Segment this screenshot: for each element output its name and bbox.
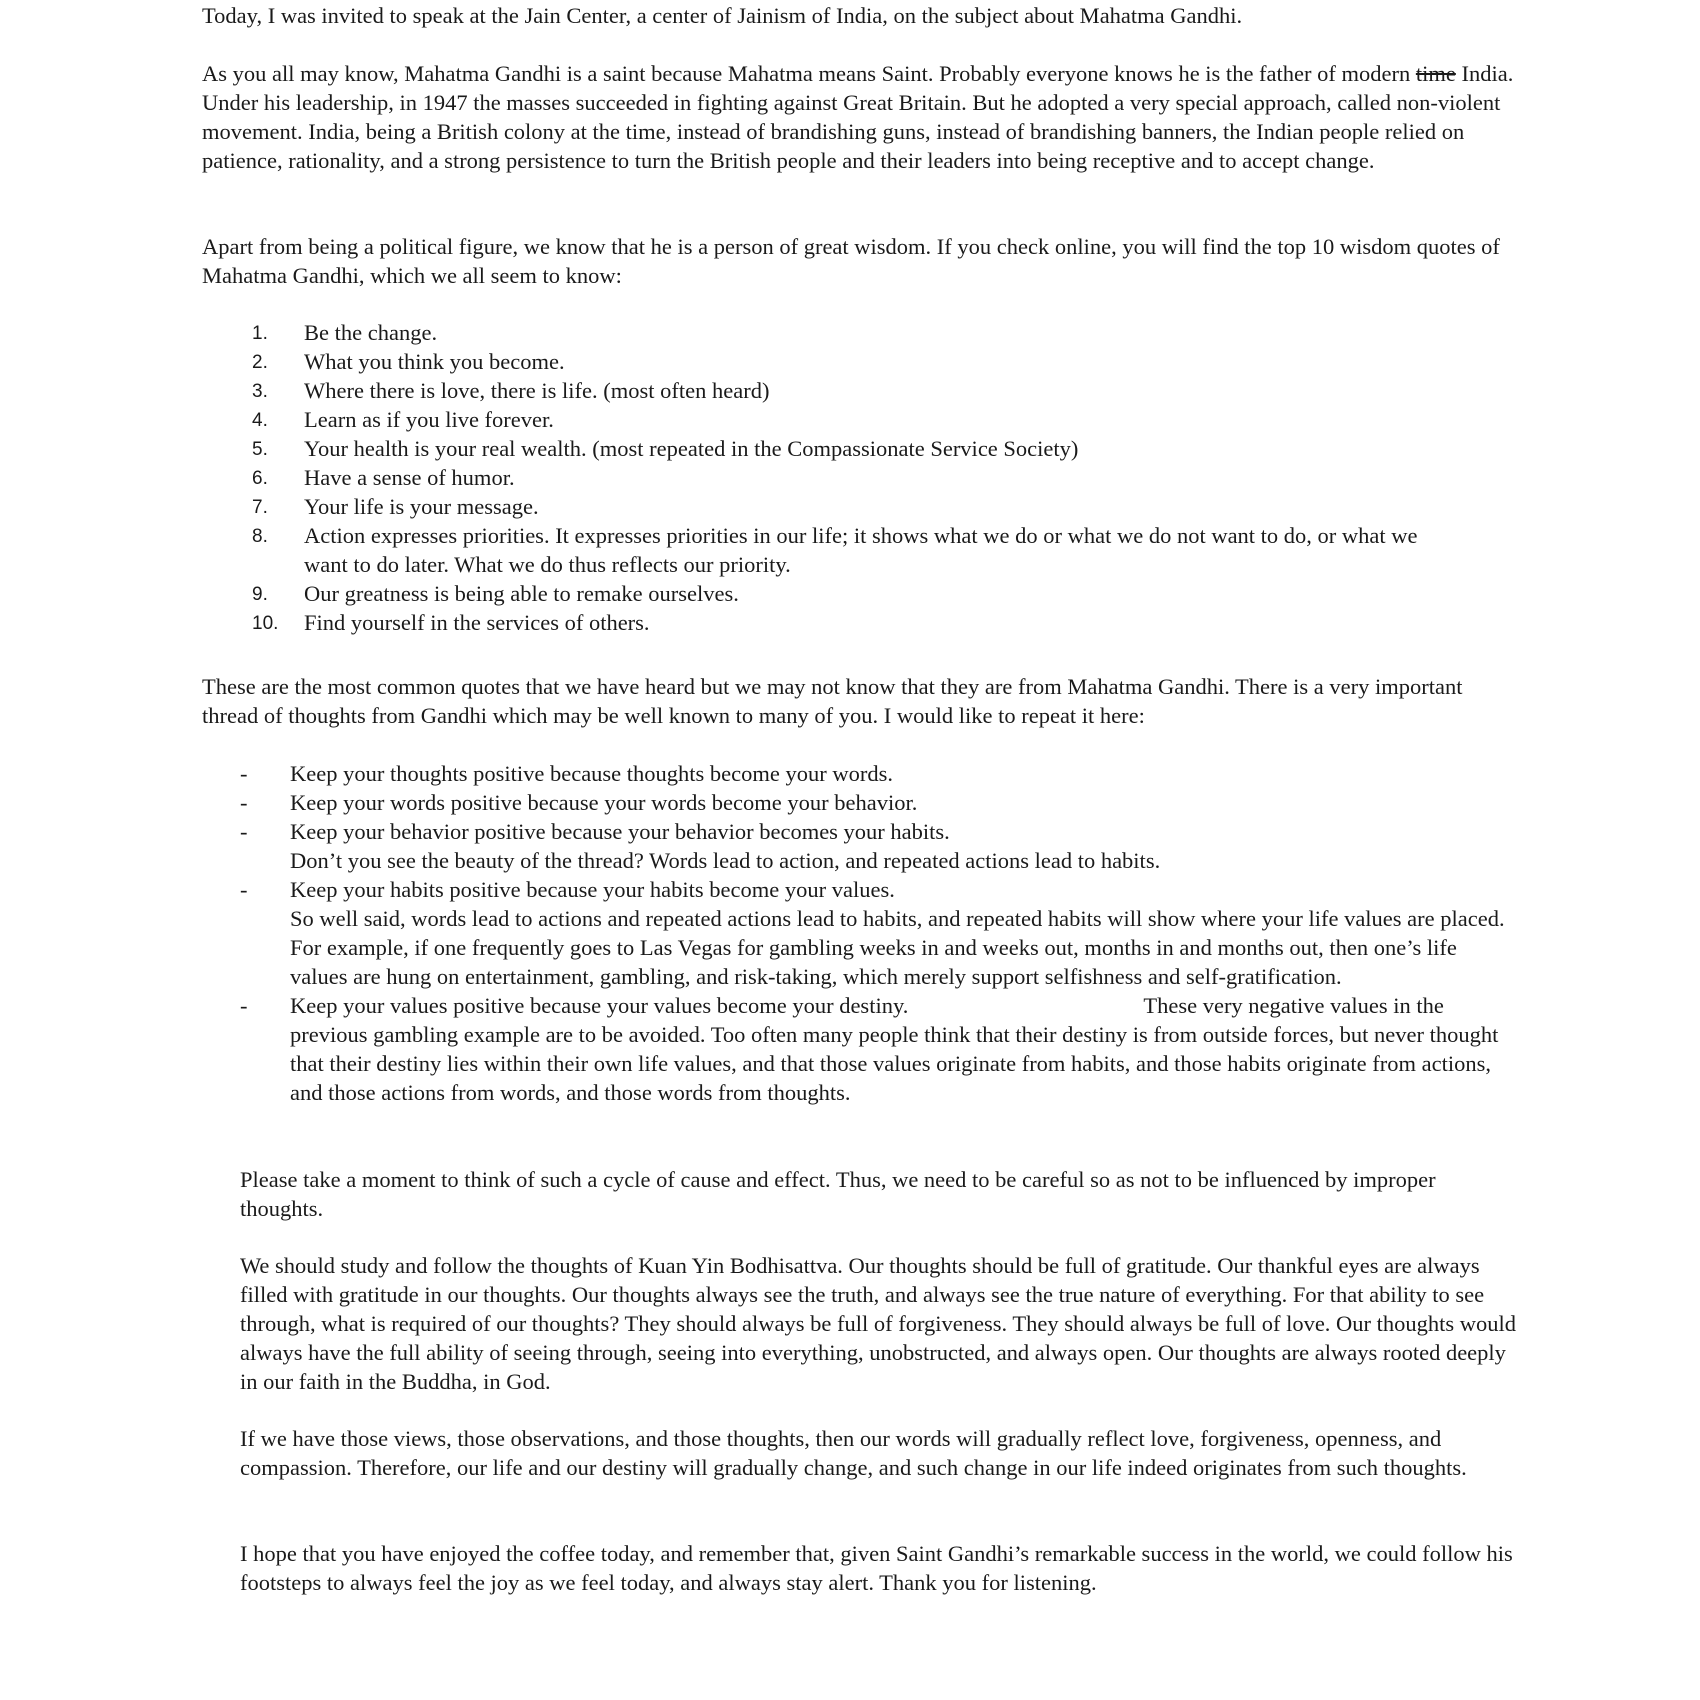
list-item <box>202 376 1439 405</box>
thread-note: These very negative values in the previous gambling example are to be avoided. Too often many people think that their destiny is from outside forces, but never thought that their destiny lies within their own life values, and that those values originate from habits, and those habits originate from actions, and those actions from words, and those words from thoughts. <box>290 993 1499 1105</box>
list-number: 10. <box>252 613 279 634</box>
paragraph-text-start: As you all may know, Mahatma Gandhi is a saint because Mahatma means Saint. Probably everyone knows he is the father of modern <box>202 61 1416 86</box>
thread-text: Keep your words positive because your words become your behavior. <box>290 790 918 815</box>
list-number: 1. <box>252 323 268 344</box>
wisdom-intro-paragraph: Apart from being a political figure, we know that he is a person of great wisdom. If you check online, you will find the top 10 wisdom quotes of Mahatma Gandhi, which we all seem to know: <box>202 234 1500 288</box>
cause-effect-paragraph: Please take a moment to think of such a cycle of cause and effect. Thus, we need to be careful so as not to be influenced by improper thoughts. <box>240 1167 1436 1221</box>
list-item <box>202 817 1517 875</box>
list-item <box>202 434 1439 463</box>
list-item <box>202 405 1439 434</box>
thread-text: Keep your values positive because your values become your destiny. <box>290 993 909 1018</box>
quote-text: Be the change. <box>304 320 438 345</box>
list-item <box>202 875 1517 991</box>
views-paragraph: If we have those views, those observations, and those thoughts, then our words will gradually reflect love, forgiveness, openness, and compassion. Therefore, our life and our destiny will gradually change, and such change in our life indeed originates from such thoughts. <box>240 1426 1467 1480</box>
dash-bullet: - <box>240 877 248 902</box>
list-item <box>202 788 1517 817</box>
thread-text: Keep your thoughts positive because thoughts become your words. <box>290 761 894 786</box>
quote-text: Our greatness is being able to remake ourselves. <box>304 581 739 606</box>
list-item <box>202 347 1439 376</box>
list-number: 9. <box>252 584 268 605</box>
list-number: 8. <box>252 526 268 547</box>
list-item <box>202 521 1439 579</box>
top-quotes-list <box>202 318 1522 637</box>
list-number: 2. <box>252 352 268 373</box>
list-item <box>202 608 1439 637</box>
list-number: 3. <box>252 381 268 402</box>
thread-text: Keep your behavior positive because your behavior becomes your habits. <box>290 819 950 844</box>
list-number: 7. <box>252 497 268 518</box>
list-item <box>202 492 1439 521</box>
list-number: 4. <box>252 410 268 431</box>
quote-text: Where there is love, there is life. (most often heard) <box>304 378 770 403</box>
thread-of-thoughts-list <box>202 759 1522 1107</box>
thread-text: Keep your habits positive because your habits become your values. <box>290 877 895 902</box>
quote-text: What you think you become. <box>304 349 565 374</box>
list-item <box>202 579 1439 608</box>
thread-intro-paragraph: These are the most common quotes that we have heard but we may not know that they are from Mahatma Gandhi. There is a very important thread of thoughts from Gandhi which may be well known to many of you. I would like to repeat it here: <box>202 674 1463 728</box>
thread-note: Don’t you see the beauty of the thread? Words lead to action, and repeated actions lead to habits. <box>290 848 1161 873</box>
closing-paragraph: I hope that you have enjoyed the coffee today, and remember that, given Saint Gandhi’s remarkable success in the world, we could follow his footsteps to always feel the joy as we feel today, and always stay alert. Thank you for listening. <box>240 1541 1513 1595</box>
list-item <box>202 759 1517 788</box>
list-item <box>202 991 1517 1107</box>
quote-text: Your life is your message. <box>304 494 539 519</box>
list-number: 6. <box>252 468 268 489</box>
list-number: 5. <box>252 439 268 460</box>
dash-bullet: - <box>240 761 248 786</box>
dash-bullet: - <box>240 819 248 844</box>
quote-text: Your health is your real wealth. (most repeated in the Compassionate Service Society) <box>304 436 1079 461</box>
dash-bullet: - <box>240 993 248 1018</box>
quote-text: Action expresses priorities. It expresses priorities in our life; it shows what we do or what we do not want to do, or what we want to do later. What we do thus reflects our priority. <box>304 523 1418 577</box>
list-item <box>202 318 1439 347</box>
list-item <box>202 463 1439 492</box>
thread-note: So well said, words lead to actions and repeated actions lead to habits, and repeated habits will show where your life values are placed. For example, if one frequently goes to Las Vegas for gambling weeks in and weeks out, months in and months out, then one’s life values are hung on entertainment, gambling, and risk-taking, which merely support selfishness and self-gratification. <box>290 906 1505 989</box>
gandhi-background-paragraph <box>202 59 1517 175</box>
quote-text: Find yourself in the services of others. <box>304 610 650 635</box>
quote-text: Learn as if you live forever. <box>304 407 554 432</box>
paragraph-text-end: India. Under his leadership, in 1947 the masses succeeded in fighting against Great Britain. But he adopted a very special approach, called non-violent movement. India, being a British colony at the time, instead of brandishing guns, instead of brandishing banners, the Indian people relied on patience, rationality, and a strong persistence to turn the British people and their leaders into being receptive and to accept change. <box>202 61 1514 173</box>
quote-text: Have a sense of humor. <box>304 465 515 490</box>
dash-bullet: - <box>240 790 248 815</box>
struck-word: time <box>1415 61 1456 86</box>
kuan-yin-paragraph: We should study and follow the thoughts of Kuan Yin Bodhisattva. Our thoughts should be full of gratitude. Our thankful eyes are always filled with gratitude in our thoughts. Our thoughts always see the truth, and always see the true nature of everything. For that ability to see through, what is required of our thoughts? They should always be full of forgiveness. They should always be full of love. Our thoughts would always have the full ability of seeing through, seeing into everything, unobstructed, and always open. Our thoughts are always rooted deeply in our faith in the Buddha, in God. <box>240 1253 1517 1394</box>
intro-paragraph: Today, I was invited to speak at the Jain Center, a center of Jainism of India, on the subject about Mahatma Gandhi. <box>202 3 1243 28</box>
